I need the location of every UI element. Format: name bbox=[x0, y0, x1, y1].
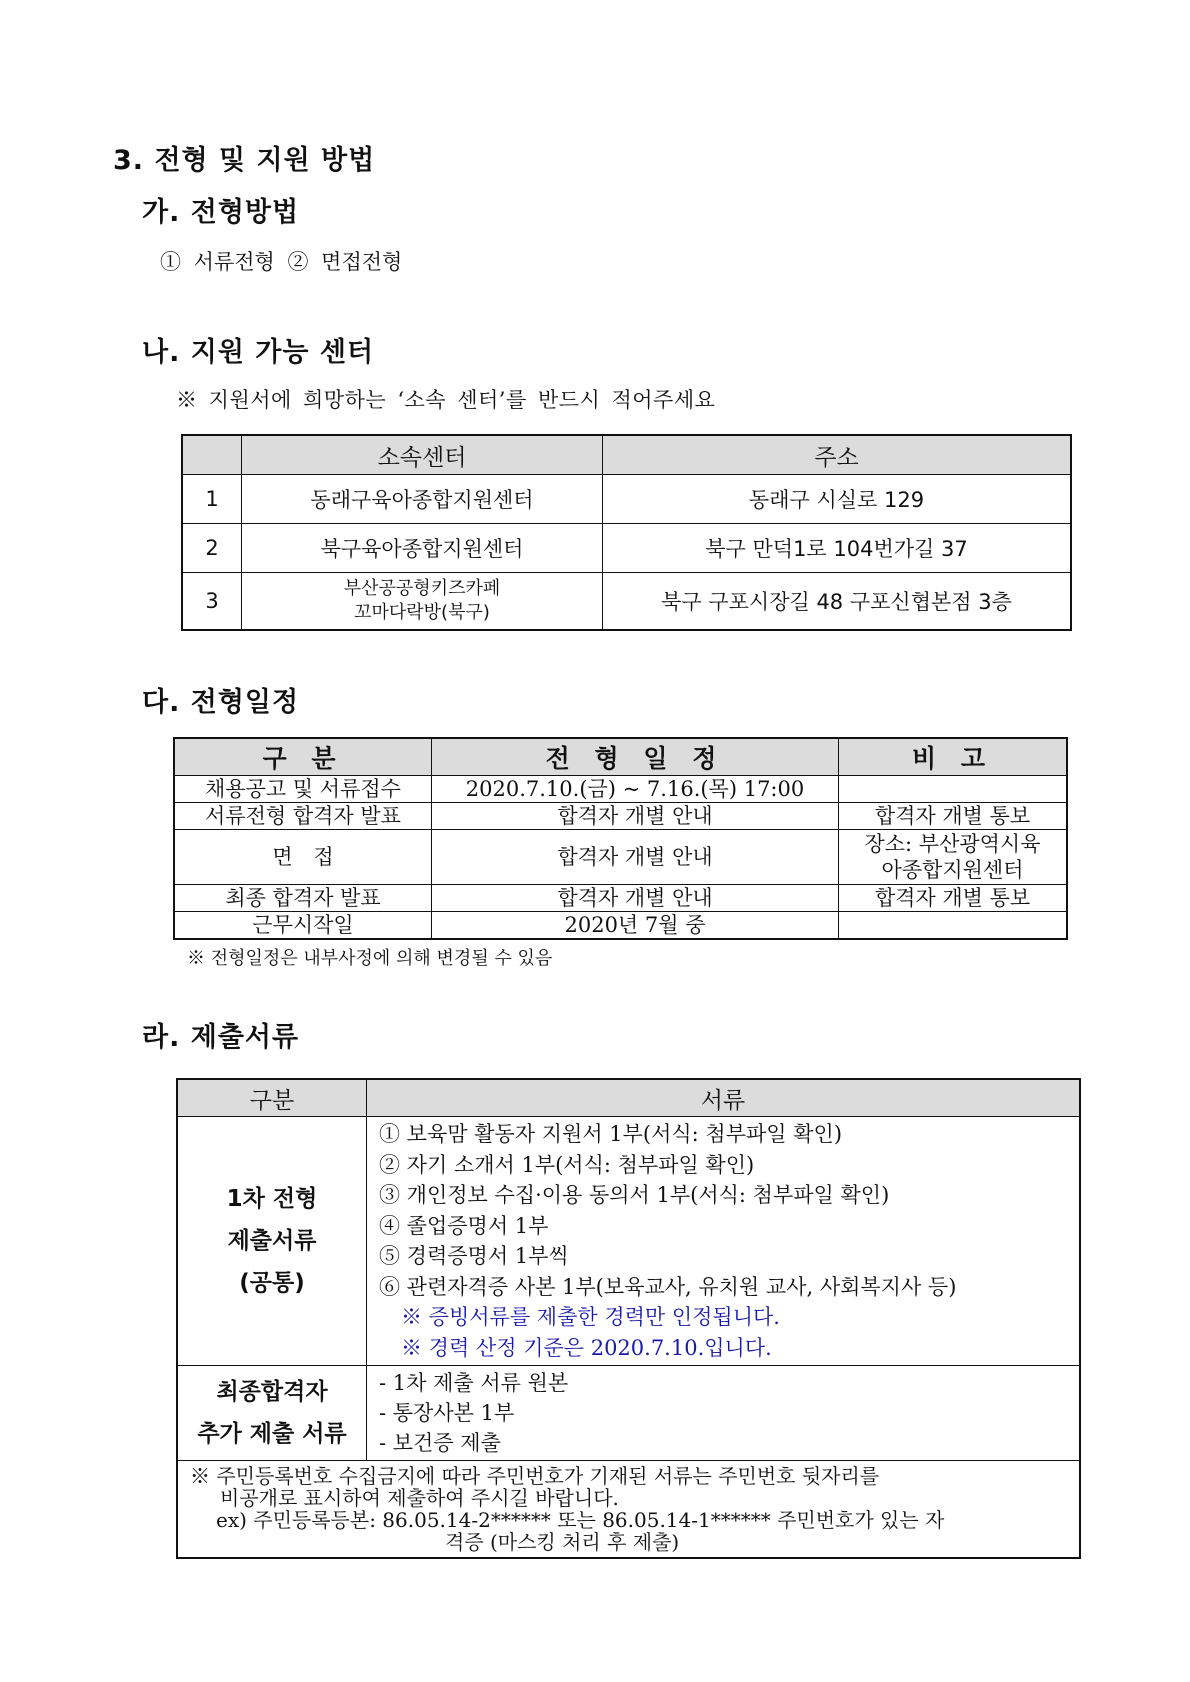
header-cell: 주소 bbox=[603, 435, 1072, 475]
table-row bbox=[174, 830, 1067, 885]
label-line: (공통) bbox=[239, 1270, 305, 1296]
table-row bbox=[182, 475, 1071, 524]
table-header-row bbox=[174, 738, 1067, 776]
schedule-item: 서류전형 합격자 발표 bbox=[174, 803, 432, 830]
schedule-item: 채용공고 및 서류접수 bbox=[174, 776, 432, 803]
career-basis-note: ※ 경력 산정 기준은 2020.7.10.입니다. bbox=[401, 1335, 772, 1360]
schedule-item: 최종 합격자 발표 bbox=[174, 885, 432, 912]
heading-schedule: 다. 전형일정 bbox=[142, 687, 300, 718]
schedule-note: 합격자 개별 통보 bbox=[839, 885, 1068, 912]
list-item: ⑤ 경력증명서 1부씩 bbox=[379, 1244, 569, 1268]
note-line: 비공개로 표시하여 제출하여 주시길 바랍니다. bbox=[220, 1486, 619, 1510]
list-item: ② 자기 소개서 1부(서식: 첨부파일 확인) bbox=[379, 1152, 755, 1177]
resident-number-note bbox=[177, 1461, 1080, 1559]
header-cell: 구 분 bbox=[174, 738, 432, 776]
list-item: ④ 졸업증명서 1부 bbox=[379, 1213, 549, 1238]
heading-selection-method: 가. 전형방법 bbox=[142, 197, 300, 228]
list-item: ⑥ 관련자격증 사본 1부(보육교사, 유치원 교사, 사회복지사 등) bbox=[379, 1274, 957, 1299]
header-cell: 소속센터 bbox=[242, 435, 603, 475]
label-line: 제출서류 bbox=[227, 1228, 317, 1254]
schedule-item: 근무시작일 bbox=[174, 912, 432, 940]
note-line: ex) 주민등록등본: 86.05.14-2****** 또는 86.05.14-1****** 주민번호가 있는 자 bbox=[216, 1508, 945, 1532]
schedule-note: 합격자 개별 통보 bbox=[839, 803, 1068, 830]
header-cell: 서류 bbox=[367, 1079, 1081, 1117]
label-line: 1차 전형 bbox=[226, 1186, 318, 1212]
center-address: 동래구 시실로 129 bbox=[603, 475, 1072, 524]
schedule-date: 2020년 7월 중 bbox=[432, 912, 839, 940]
list-item: ③ 개인정보 수집·이용 동의서 1부(서식: 첨부파일 확인) bbox=[379, 1183, 890, 1207]
note-line: ※ 주민등록번호 수집금지에 따라 주민번호가 기재된 서류는 주민번호 뒷자리를 bbox=[190, 1464, 880, 1488]
heading-documents: 라. 제출서류 bbox=[142, 1022, 300, 1053]
selection-methods: ① 서류전형 ② 면접전형 bbox=[160, 250, 403, 274]
center-address: 북구 만덕1로 104번가길 37 bbox=[603, 524, 1072, 573]
header-cell: 구분 bbox=[177, 1079, 367, 1117]
section-title: 3. 전형 및 지원 방법 bbox=[113, 145, 376, 176]
heading-centers: 나. 지원 가능 센터 bbox=[142, 337, 375, 368]
list-item: - 보건증 제출 bbox=[379, 1431, 501, 1455]
list-item: - 1차 제출 서류 원본 bbox=[379, 1371, 569, 1395]
label-line: 최종합격자 bbox=[216, 1379, 328, 1405]
schedule-footnote: ※ 전형일정은 내부사정에 의해 변경될 수 있음 bbox=[187, 948, 553, 969]
table-row bbox=[177, 1366, 1080, 1461]
documents-table bbox=[176, 1078, 1081, 1559]
center-name bbox=[242, 573, 603, 631]
row-number: 1 bbox=[182, 475, 242, 524]
center-address: 북구 구포시장길 48 구포신협본점 3층 bbox=[603, 573, 1072, 631]
schedule-note-line: 아종합지원센터 bbox=[881, 858, 1024, 882]
note-line: 격증 (마스킹 처리 후 제출) bbox=[445, 1530, 680, 1554]
label-line: 추가 제출 서류 bbox=[197, 1421, 347, 1447]
schedule-note bbox=[839, 912, 1068, 940]
schedule-date: 합격자 개별 안내 bbox=[432, 803, 839, 830]
first-round-label bbox=[177, 1117, 367, 1366]
centers-table bbox=[181, 434, 1072, 631]
header-cell bbox=[182, 435, 242, 475]
table-header-row bbox=[177, 1079, 1080, 1117]
table-row bbox=[174, 803, 1067, 830]
table-row bbox=[177, 1461, 1080, 1559]
list-item: ① 보육맘 활동자 지원서 1부(서식: 첨부파일 확인) bbox=[379, 1122, 843, 1146]
table-row bbox=[174, 885, 1067, 912]
table-row bbox=[174, 776, 1067, 803]
center-name: 북구육아종합지원센터 bbox=[242, 524, 603, 573]
schedule-item: 면 접 bbox=[174, 830, 432, 885]
table-row bbox=[182, 524, 1071, 573]
center-name-line: 부산공공형키즈카페 bbox=[343, 578, 501, 599]
header-cell: 비 고 bbox=[839, 738, 1068, 776]
centers-note: ※ 지원서에 희망하는 ‘소속 센터’를 반드시 적어주세요 bbox=[176, 388, 716, 412]
table-row bbox=[174, 912, 1067, 940]
header-cell: 전 형 일 정 bbox=[432, 738, 839, 776]
final-round-label bbox=[177, 1366, 367, 1461]
schedule-date: 2020.7.10.(금) ~ 7.16.(목) 17:00 bbox=[432, 776, 839, 803]
schedule-note bbox=[839, 776, 1068, 803]
evidence-note: ※ 증빙서류를 제출한 경력만 인정됩니다. bbox=[401, 1305, 780, 1329]
list-item: - 통장사본 1부 bbox=[379, 1401, 515, 1425]
final-round-documents bbox=[367, 1366, 1081, 1461]
schedule-note bbox=[839, 830, 1068, 885]
schedule-table bbox=[173, 737, 1068, 940]
row-number: 3 bbox=[182, 573, 242, 631]
schedule-date: 합격자 개별 안내 bbox=[432, 830, 839, 885]
table-header-row bbox=[182, 435, 1071, 475]
center-name-line: 꼬마다락방(북구) bbox=[354, 602, 490, 623]
first-round-documents bbox=[367, 1117, 1081, 1366]
schedule-date: 합격자 개별 안내 bbox=[432, 885, 839, 912]
row-number: 2 bbox=[182, 524, 242, 573]
schedule-note-line: 장소: 부산광역시육 bbox=[864, 832, 1041, 856]
table-row bbox=[177, 1117, 1080, 1366]
table-row bbox=[182, 573, 1071, 631]
center-name: 동래구육아종합지원센터 bbox=[242, 475, 603, 524]
